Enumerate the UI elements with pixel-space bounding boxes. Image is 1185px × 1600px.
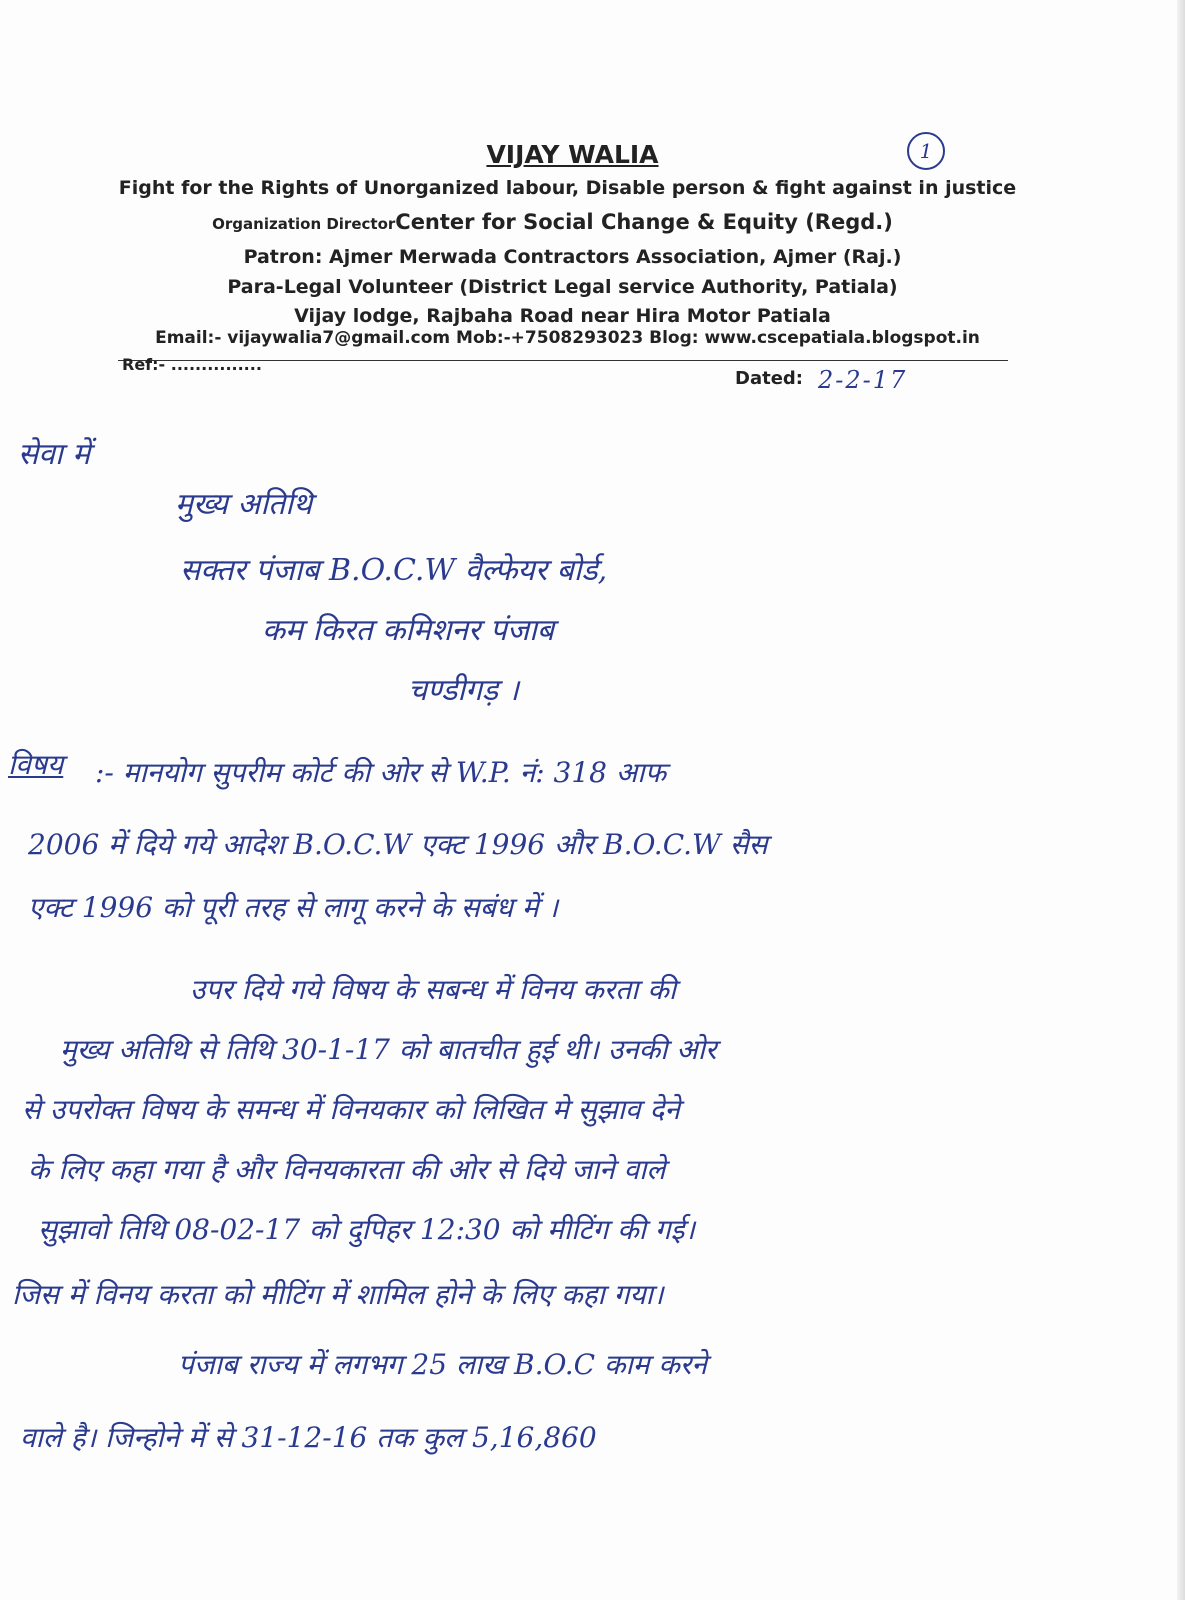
addressee-line: मुख्य अतिथि: [175, 487, 313, 522]
letterhead-name: VIJAY WALIA: [486, 140, 659, 169]
letterhead-tagline: Fight for the Rights of Unorganized labour, Disable person & fight against in justice: [118, 177, 1017, 199]
salutation: सेवा में: [18, 437, 91, 472]
letterhead-patron: Patron: Ajmer Merwada Contractors Association, Ajmer (Raj.): [243, 246, 902, 268]
letterhead-paralegal: Para-Legal Volunteer (District Legal service Authority, Patiala): [227, 276, 898, 298]
reference-label: Ref:- ...............: [122, 355, 262, 374]
body-line: मुख्य अतिथि से तिथि 30-1-17 को बातचीत हुई थी। उनकी ओर: [60, 1033, 717, 1066]
body-line: सुझावो तिथि 08-02-17 को दुपिहर 12:30 को मीटिंग की गई।: [38, 1213, 695, 1246]
body-line: उपर दिये गये विषय के सबन्ध में विनय करता की: [190, 973, 677, 1006]
body-line: से उपरोक्त विषय के समन्ध में विनयकार को लिखित मे सुझाव देने: [22, 1093, 680, 1126]
addressee-line: सक्तर पंजाब B.O.C.W वैल्फेयर बोर्ड,: [180, 553, 608, 588]
subject-line: एक्ट 1996 को पूरी तरह से लागू करने के सबंध में ।: [28, 891, 559, 924]
dated-value: 2-2-17: [818, 366, 908, 394]
subject-line: :- मानयोग सुपरीम कोर्ट की ओर से W.P. नं: 318 आफ: [95, 756, 667, 789]
organization-name: Center for Social Change & Equity (Regd.): [395, 210, 893, 234]
addressee-line: चण्डीगड़ ।: [408, 673, 519, 708]
body-line: वाले है। जिन्होने में से 31-12-16 तक कुल 5,16,860: [20, 1421, 597, 1454]
organization-prefix: Organization Director: [212, 215, 396, 233]
addressee-line: कम किरत कमिशनर पंजाब: [262, 613, 555, 648]
letterhead-organization: [0, 210, 1145, 234]
subject-line: 2006 में दिये गये आदेश B.O.C.W एक्ट 1996 और B.O.C.W सैस: [28, 828, 768, 861]
dated-label: Dated:: [735, 368, 803, 389]
body-line: पंजाब राज्य में लगभग 25 लाख B.O.C काम करने: [178, 1348, 707, 1381]
body-line: जिस में विनय करता को मीटिंग में शामिल होने के लिए कहा गया।: [12, 1278, 664, 1311]
letterhead-contact: Email:- vijaywalia7@gmail.com Mob:-+7508293023 Blog: www.cscepatiala.blogspot.in: [155, 328, 980, 348]
scan-edge-shadow: [1177, 0, 1185, 1600]
letterhead-address: Vijay lodge, Rajbaha Road near Hira Motor Patiala: [294, 305, 831, 327]
body-line: के लिए कहा गया है और विनयकारता की ओर से दिये जाने वाले: [28, 1153, 666, 1186]
subject-label: विषय: [8, 748, 64, 781]
page-number-circle: 1: [907, 132, 945, 170]
